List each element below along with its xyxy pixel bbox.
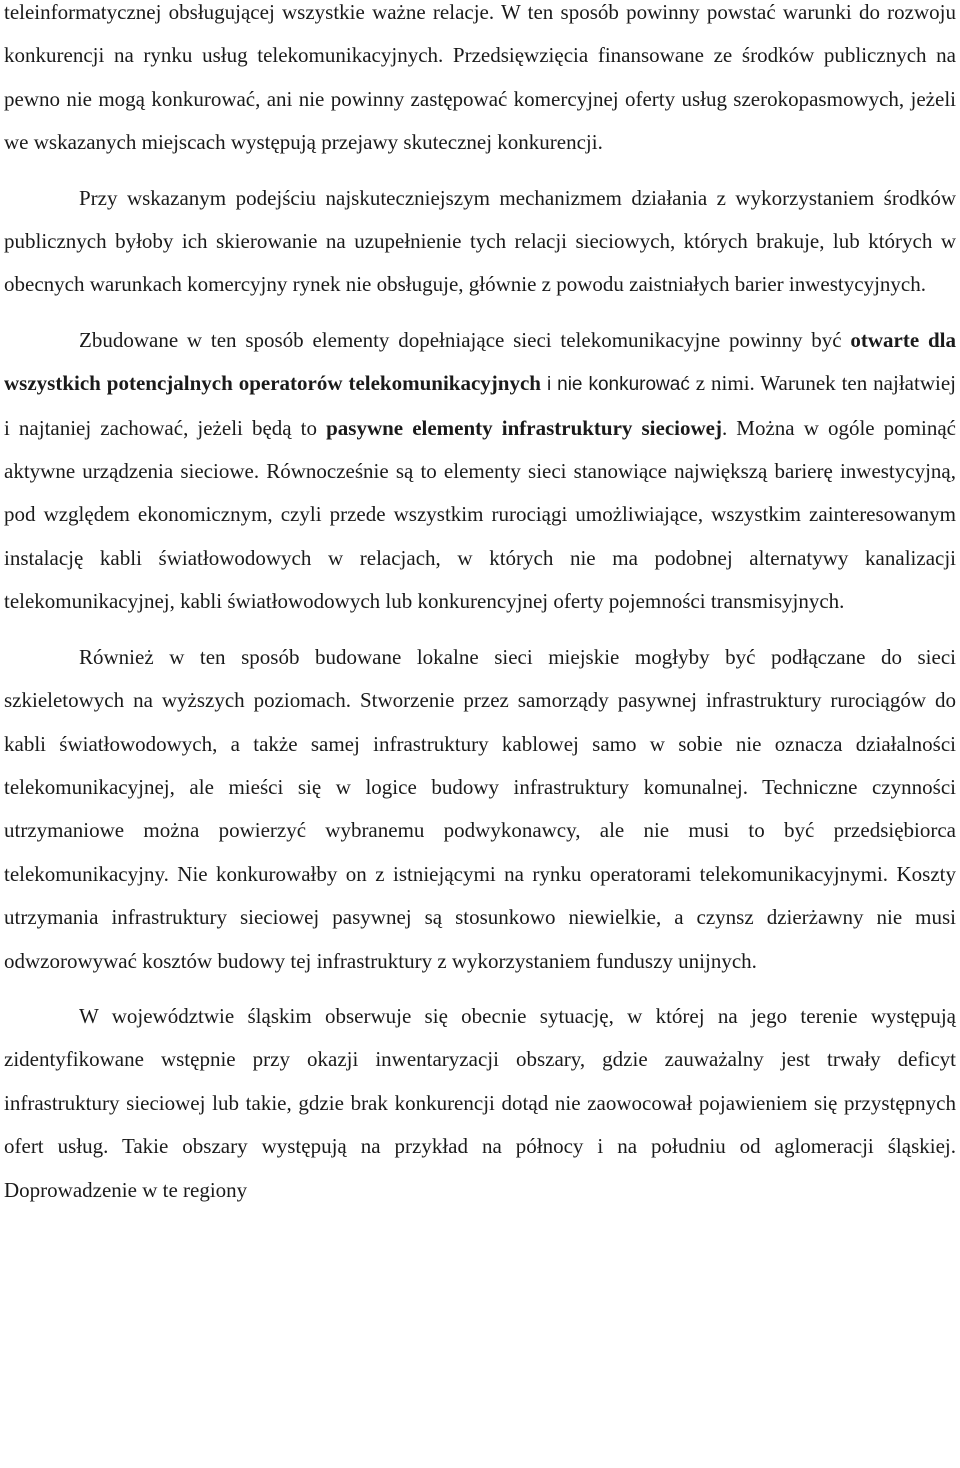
paragraph-2-text: Przy wskazanym podejściu najskuteczniejszym mechanizmem działania z wykorzystaniem środków publicznych byłoby ich skierowanie na uzupełnienie tych relacji sieciowych, których brakuje, lub których w obecnych warunkach komercyjny rynek nie obsługuje, głównie z powodu zaistniałych barier inwestycyjnych. [4,185,956,297]
paragraph-4 [4,636,956,983]
paragraph-3-text-b: z nimi. Warunek ten najłatwiej i najtaniej zachować, jeżeli będą to [4,371,956,440]
paragraph-5-text: W województwie śląskim obserwuje się obecnie sytuację, w której na jego terenie występują zidentyfikowane wstępnie przy okazji inwentaryzacji obszary, gdzie zauważalny jest trwały deficyt infrastruktury sieciowej lub takie, gdzie brak konkurencji dotąd nie zaowocował pojawieniem się przystępnych ofert usług. Takie obszary występują na przykład na północy i na południu od aglomeracji śląskiej. Doprowadzenie w te regiony [4,1003,956,1202]
paragraph-5 [4,995,956,1212]
paragraph-4-text: Również w ten sposób budowane lokalne sieci miejskie mogłyby być podłączane do sieci szkieletowych na wyższych poziomach. Stworzenie przez samorządy pasywnej infrastruktury rurociągów do kabli światłowodowych, a także samej infrastruktury kablowej samo w sobie nie oznacza działalności telekomunikacyjnej, ale mieści się w logice budowy infrastruktury komunalnej. Techniczne czynności utrzymaniowe można powierzyć wybranemu podwykonawcy, ale nie musi to być przedsiębiorca telekomunikacyjny. Nie konkurowałby on z istniejącymi na rynku operatorami telekomunikacyjnymi. Koszty utrzymania infrastruktury sieciowej pasywnej są stosunkowo niewielkie, a czynsz dzierżawny nie musi odwzorowywać kosztów budowy tej infrastruktury z wykorzystaniem funduszy unijnych. [4,644,956,973]
paragraph-3-bold-open-access: otwarte dla wszystkich potencjalnych operatorów telekomunikacyjnych [4,327,956,396]
paragraph-3-bold-passive-elements: pasywne elementy infrastruktury sieciowej [326,415,722,440]
paragraph-3-text-a: Zbudowane w ten sposób elementy dopełniające sieci telekomunikacyjne powinny być [79,327,851,352]
paragraph-3 [4,319,956,624]
paragraph-3-text-c: . Można w ogóle pominąć aktywne urządzenia sieciowe. Równocześnie są to elementy sieci stanowiące największą barierę inwestycyjną, pod względem ekonomicznym, czyli przede wszystkim rurociągi umożliwiające, wszystkim zainteresowanym instalację kabli światłowodowych w relacjach, w których nie ma podobnej alternatywy kanalizacji telekomunikacyjnej, kabli światłowodowych lub konkurencyjnej oferty pojemności transmisyjnych. [4,415,956,614]
paragraph-2 [4,177,956,307]
document-page [4,0,956,1212]
paragraph-1-text: teleinformatycznej obsługującej wszystkie ważne relacje. W ten sposób powinny powstać warunki do rozwoju konkurencji na rynku usług telekomunikacyjnych. Przedsięwzięcia finansowane ze środków publicznych na pewno nie mogą konkurować, ani nie powinny zastępować komercyjnej oferty usług szerokopasmowych, jeżeli we wskazanych miejscach występują przejawy skutecznej konkurencji. [4,0,956,155]
paragraph-3-no-competition: i nie konkurować [546,374,690,396]
paragraph-1 [4,0,956,165]
